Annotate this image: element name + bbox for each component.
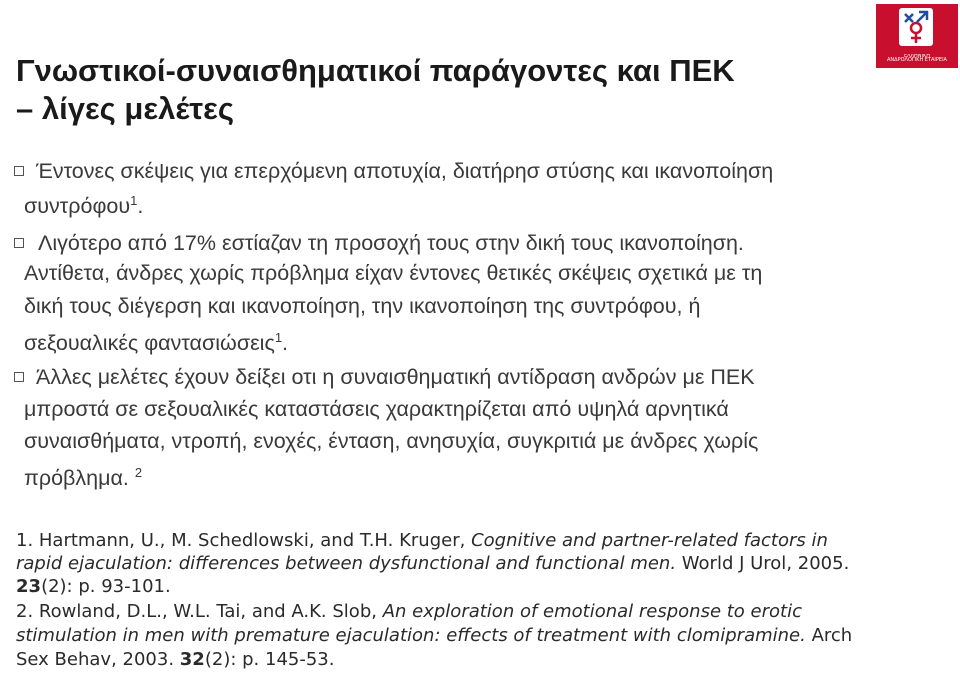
title-line-1: Γνωστικοί-συναισθηματικοί παράγοντες και ΠΕΚ [16,53,735,88]
logo-caption: ΕΛΛΗΝΙΚΗ ΑΝΔΡΟΛΟΓΙΚΗ ΕΤΑΙΡΕΙΑ [887,54,947,62]
title-line-2: – λίγες μελέτες [16,91,234,126]
bullet-square-icon [14,372,24,382]
citation-sup: 1 [274,330,283,345]
reference-2-line-3: Sex Behav, 2003. 32(2): p. 145-53. [16,649,335,670]
bullet-3-line-2: μπροστά σε σεξουαλικές καταστάσεις χαρακτηρίζεται από υψηλά αρνητικά [24,397,729,421]
bullet-2-line-3: δική τους διέγερση και ικανοποίηση, την ικανοποίηση της συντρόφου, ή [24,294,701,318]
reference-2-line-1: 2. Rowland, D.L., W.L. Tai, and A.K. Slob, An exploration of emotional response to erotic [16,601,802,622]
bullet-3-line-3: συναισθήματα, ντροπή, ενοχές, ένταση, ανησυχία, συγκριτιά με άνδρες χωρίς [24,429,759,453]
bullet-1-line-2: συντρόφου$^1$. [24,193,144,218]
bullet-3-line-4: πρόβλημα. $^2$ [24,465,143,490]
citation-sup: 2 [134,465,143,480]
reference-2-line-2: stimulation in men with premature ejaculation: effects of treatment with clomipramine. Arch [16,625,853,646]
bullet-3-line-1: Άλλες μελέτες έχουν δείξει οτι η συναισθηματική αντίδραση ανδρών με ΠΕΚ [36,365,755,389]
citation-sup: 1 [130,193,138,208]
bullet-2-line-1: Λιγότερο από 17% εστίαζαν τη προσοχή τους στην δική τους ικανοποίηση. [38,231,744,255]
reference-1-line-1: 1. Hartmann, U., M. Schedlowski, and T.H. Kruger, Cognitive and partner-related factors in [16,530,828,551]
bullet-square-icon [14,166,24,176]
bullet-2-line-4: σεξουαλικές φαντασιώσεις$^1$. [24,330,289,355]
bullet-square-icon [14,238,24,248]
bullet-2-line-2: Αντίθετα, άνδρες χωρίς πρόβλημα είχαν έντονες θετικές σκέψεις σχετικά με τη [24,261,763,285]
bullet-1-line-1: Έντονες σκέψεις για επερχόμενη αποτυχία, διατήρησ στύσης και ικανοποίηση [36,159,774,183]
reference-1-line-3: 23(2): p. 93-101. [16,576,171,597]
reference-1-line-2: rapid ejaculation: differences between dysfunctional and functional men. World J Urol, 2005. [16,553,850,574]
